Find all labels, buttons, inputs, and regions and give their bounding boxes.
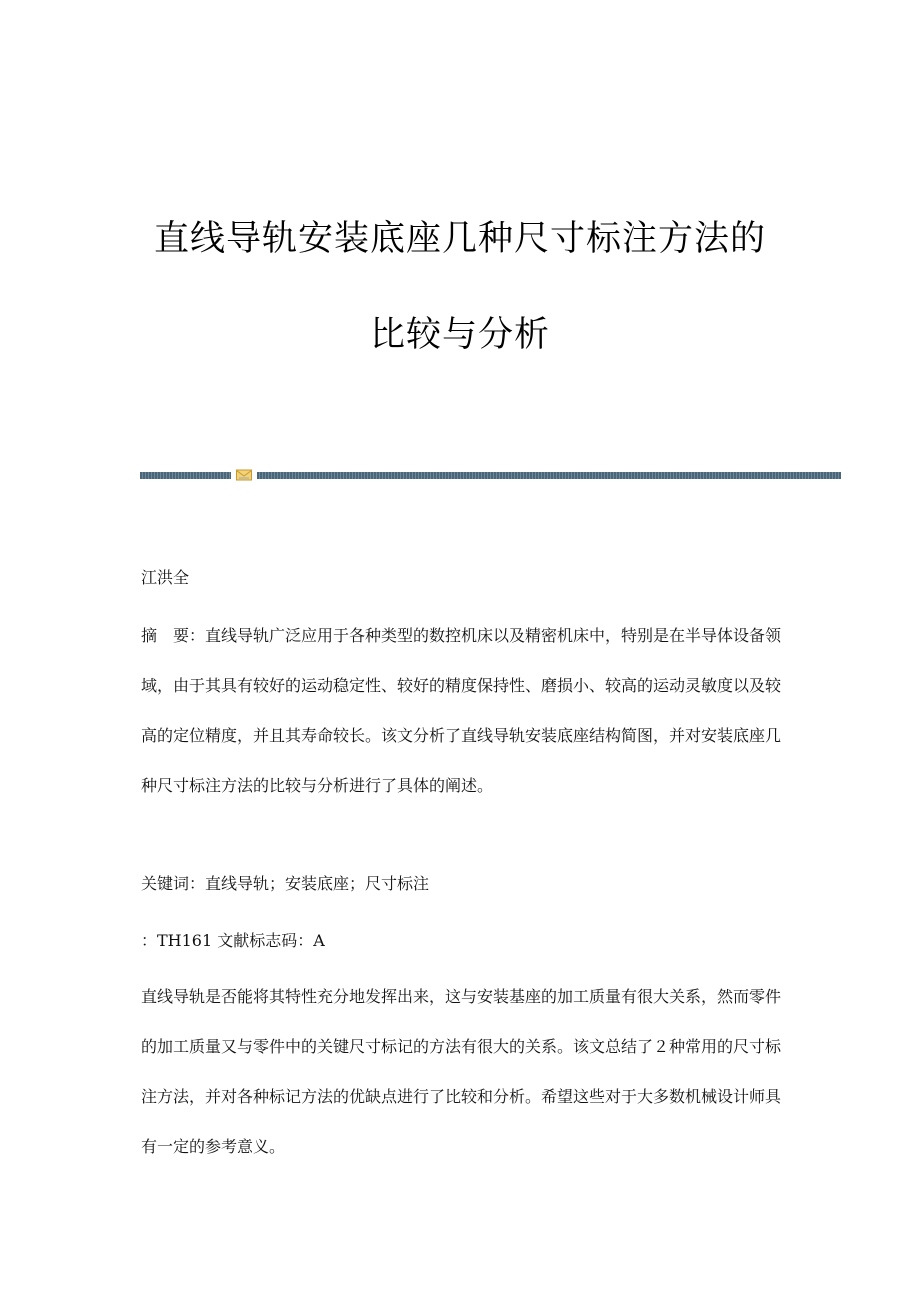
divider-bar-right <box>257 472 841 479</box>
keywords-line: 关键词：直线导轨；安装底座；尺寸标注 <box>141 874 430 893</box>
body-paragraph: 直线导轨是否能将其特性充分地发挥出来，这与安装基座的加工质量有很大关系，然而零件的加工质量又与零件中的关键尺寸标记的方法有很大的关系。该文总结了２种常用的尺寸标注方法，并对各种标记方法的优缺点进行了比较和分析。希望这些对于大多数机械设计师具有一定的参考意义。 <box>141 987 782 1156</box>
abstract-paragraph: 摘 要：直线导轨广泛应用于各种类型的数控机床以及精密机床中，特别是在半导体设备领域，由于其具有较好的运动稳定性、较好的精度保持性、磨损小、较高的运动灵敏度以及较高的定位精度，并且其寿命较长。该文分析了直线导轨安装底座结构简图，并对安装底座几种尺寸标注方法的比较与分析进行了具体的阐述。 <box>141 626 782 795</box>
title-divider <box>140 468 841 482</box>
author-name: 江洪全 <box>141 568 190 587</box>
title-line-1: 直线导轨安装底座几种尺寸标注方法的 <box>153 219 766 259</box>
title-line-2: 比较与分析 <box>369 315 550 355</box>
classification-line: ：TH161 文献标志码：A <box>141 931 325 950</box>
envelope-icon <box>236 468 252 482</box>
divider-bar-left <box>140 472 231 479</box>
